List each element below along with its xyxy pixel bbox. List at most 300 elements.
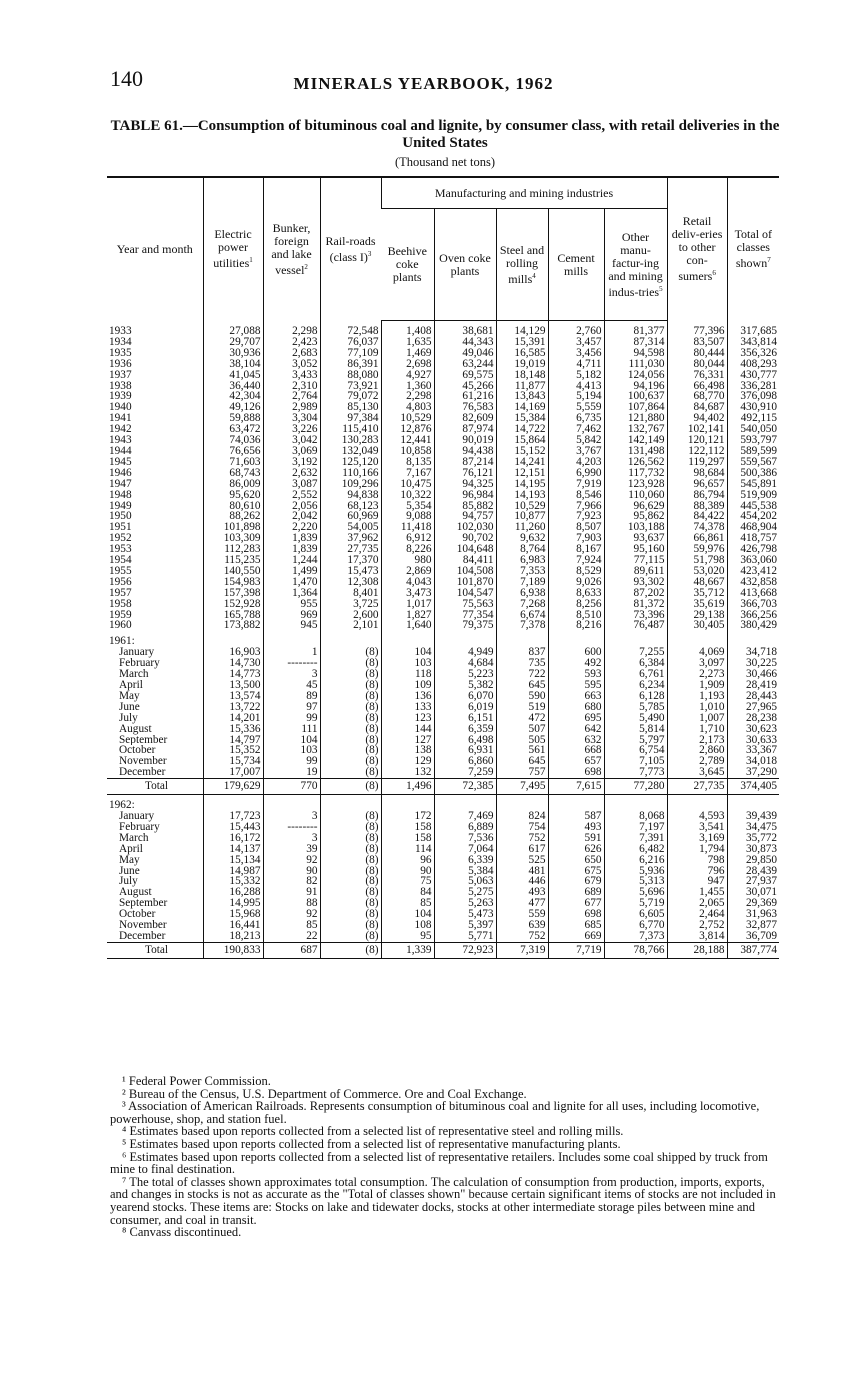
table-cell: 408,293 bbox=[727, 359, 779, 370]
table-cell: 5,397 bbox=[434, 920, 496, 931]
row-label: 1956 bbox=[109, 576, 132, 588]
table-cell: 519 bbox=[496, 702, 548, 713]
table-row bbox=[107, 702, 779, 713]
table-cell: 468,904 bbox=[727, 522, 779, 533]
table-cell bbox=[496, 631, 548, 647]
table-cell: 98,684 bbox=[667, 468, 727, 479]
table-cell: 38,681 bbox=[434, 321, 496, 337]
table-cell: 507 bbox=[496, 724, 548, 735]
table-cell: 7,167 bbox=[381, 468, 434, 479]
table-cell: 19,019 bbox=[496, 359, 548, 370]
table-cell: 39,439 bbox=[727, 811, 779, 822]
table-cell: 1,839 bbox=[263, 533, 320, 544]
table-cell: 45,266 bbox=[434, 381, 496, 392]
table-cell: 669 bbox=[548, 931, 604, 942]
table-cell: 7,719 bbox=[548, 942, 604, 958]
table-cell: 477 bbox=[496, 898, 548, 909]
table-cell: 18,148 bbox=[496, 370, 548, 381]
table-cell: 8,167 bbox=[548, 544, 604, 555]
table-cell: 6,128 bbox=[604, 691, 667, 702]
table-cell: 14,730 bbox=[203, 658, 263, 669]
table-cell: 663 bbox=[548, 691, 604, 702]
table-cell: 9,632 bbox=[496, 533, 548, 544]
table-cell: 30,466 bbox=[727, 669, 779, 680]
row-label: 1939 bbox=[109, 391, 132, 403]
table-cell: 4,949 bbox=[434, 647, 496, 658]
table-cell: 7,268 bbox=[496, 599, 548, 610]
table-cell: 35,619 bbox=[667, 599, 727, 610]
table-cell: 110,060 bbox=[604, 490, 667, 501]
table-cell: 1,640 bbox=[381, 620, 434, 631]
col-header-beehive: Beehive coke plants bbox=[381, 209, 434, 321]
table-cell: 35,772 bbox=[727, 833, 779, 844]
table-cell: 107,864 bbox=[604, 402, 667, 413]
table-cell: 3,725 bbox=[320, 599, 381, 610]
table-cell: 7,255 bbox=[604, 647, 667, 658]
table-cell: 31,963 bbox=[727, 909, 779, 920]
table-cell: 80,610 bbox=[203, 501, 263, 512]
table-cell: 95,862 bbox=[604, 511, 667, 522]
table-row bbox=[107, 713, 779, 724]
table-cell: 3,169 bbox=[667, 833, 727, 844]
table-cell: 102,030 bbox=[434, 522, 496, 533]
table-cell: 100,637 bbox=[604, 391, 667, 402]
table-cell: 317,685 bbox=[727, 321, 779, 337]
table-cell: (8) bbox=[320, 844, 381, 855]
table-cell: 8,401 bbox=[320, 588, 381, 599]
table-cell: 2,683 bbox=[263, 348, 320, 359]
table-row bbox=[107, 620, 779, 631]
row-label: 1958 bbox=[109, 598, 132, 610]
section-label-row bbox=[107, 631, 779, 647]
table-cell: 97 bbox=[263, 702, 320, 713]
table-cell: 93,637 bbox=[604, 533, 667, 544]
table-cell: 99 bbox=[263, 756, 320, 767]
table-cell: 4,711 bbox=[548, 359, 604, 370]
table-cell: 430,910 bbox=[727, 402, 779, 413]
table-cell: 1,017 bbox=[381, 599, 434, 610]
table-cell: 1,193 bbox=[667, 691, 727, 702]
table-row bbox=[107, 909, 779, 920]
table-cell: 685 bbox=[548, 920, 604, 931]
table-cell: 593 bbox=[548, 669, 604, 680]
table-cell: 591 bbox=[548, 833, 604, 844]
table-cell: 15,332 bbox=[203, 876, 263, 887]
table-cell: 111 bbox=[263, 724, 320, 735]
table-cell: 445,538 bbox=[727, 501, 779, 512]
table-cell: 6,359 bbox=[434, 724, 496, 735]
table-cell: 1,839 bbox=[263, 544, 320, 555]
table-cell: 1,244 bbox=[263, 555, 320, 566]
table-cell: 1,496 bbox=[381, 779, 434, 795]
table-cell: 109 bbox=[381, 680, 434, 691]
row-label: September bbox=[119, 734, 168, 746]
table-cell: 126,562 bbox=[604, 457, 667, 468]
table-cell: 42,304 bbox=[203, 391, 263, 402]
table-cell bbox=[604, 631, 667, 647]
table-cell: 545,891 bbox=[727, 479, 779, 490]
table-cell: 18,213 bbox=[203, 931, 263, 942]
table-cell: 75 bbox=[381, 876, 434, 887]
table-cell: 158 bbox=[381, 833, 434, 844]
table-cell: 1,364 bbox=[263, 588, 320, 599]
table-cell: (8) bbox=[320, 767, 381, 778]
table-cell: 17,007 bbox=[203, 767, 263, 778]
table-cell: 1,360 bbox=[381, 381, 434, 392]
table-cell: 68,770 bbox=[667, 391, 727, 402]
table-row bbox=[107, 555, 779, 566]
table-cell: 86,391 bbox=[320, 359, 381, 370]
table-cell: 426,798 bbox=[727, 544, 779, 555]
table-cell: 77,109 bbox=[320, 348, 381, 359]
table-cell: 6,931 bbox=[434, 745, 496, 756]
table-cell: 492 bbox=[548, 658, 604, 669]
table-cell: 5,313 bbox=[604, 876, 667, 887]
row-label: 1950 bbox=[109, 511, 132, 523]
table-cell: 103 bbox=[263, 745, 320, 756]
table-cell: 76,583 bbox=[434, 402, 496, 413]
table-cell: 124,056 bbox=[604, 370, 667, 381]
table-cell: 7,259 bbox=[434, 767, 496, 778]
table-row bbox=[107, 920, 779, 931]
table-cell: 190,833 bbox=[203, 942, 263, 958]
table-cell: 7,966 bbox=[548, 501, 604, 512]
row-label: December bbox=[119, 930, 166, 942]
table-cell: 28,443 bbox=[727, 691, 779, 702]
col-header-oven: Oven coke plants bbox=[434, 209, 496, 321]
table-row bbox=[107, 533, 779, 544]
table-cell: 7,469 bbox=[434, 811, 496, 822]
table-cell: 7,373 bbox=[604, 931, 667, 942]
table-cell: 3,304 bbox=[263, 413, 320, 424]
row-label: June bbox=[119, 701, 140, 713]
table-cell: 30,623 bbox=[727, 724, 779, 735]
table-cell: 15,734 bbox=[203, 756, 263, 767]
table-cell: 77,396 bbox=[667, 321, 727, 337]
table-cell: 13,843 bbox=[496, 391, 548, 402]
table-cell: 94,757 bbox=[434, 511, 496, 522]
table-cell: 7,536 bbox=[434, 833, 496, 844]
table-cell: 30,405 bbox=[667, 620, 727, 631]
row-label: 1933 bbox=[109, 324, 132, 337]
table-cell: 94,598 bbox=[604, 348, 667, 359]
table-cell bbox=[203, 631, 263, 647]
table-cell: 41,045 bbox=[203, 370, 263, 381]
table-cell: (8) bbox=[320, 713, 381, 724]
table-cell: 72,923 bbox=[434, 942, 496, 958]
table-cell: 423,412 bbox=[727, 566, 779, 577]
table-cell: 595 bbox=[548, 680, 604, 691]
table-cell: 13,722 bbox=[203, 702, 263, 713]
table-cell: 97,384 bbox=[320, 413, 381, 424]
table-cell: 5,473 bbox=[434, 909, 496, 920]
table-cell: 2,632 bbox=[263, 468, 320, 479]
row-label: 1946 bbox=[109, 467, 132, 479]
table-cell: 2,042 bbox=[263, 511, 320, 522]
table-cell: 4,069 bbox=[667, 647, 727, 658]
table-cell: 6,990 bbox=[548, 468, 604, 479]
table-cell: 15,864 bbox=[496, 435, 548, 446]
table-cell: 11,418 bbox=[381, 522, 434, 533]
table-cell: 6,889 bbox=[434, 822, 496, 833]
table-cell: 7,189 bbox=[496, 577, 548, 588]
table-cell: 27,735 bbox=[320, 544, 381, 555]
table-cell: 1,710 bbox=[667, 724, 727, 735]
table-cell: 2,552 bbox=[263, 490, 320, 501]
table-cell bbox=[727, 795, 779, 811]
col-header-mfg-group: Manufacturing and mining industries bbox=[381, 177, 667, 209]
row-label: August bbox=[119, 723, 152, 735]
table-cell: 2,298 bbox=[263, 321, 320, 337]
table-cell: 6,234 bbox=[604, 680, 667, 691]
table-cell: 30,071 bbox=[727, 887, 779, 898]
table-cell: 687 bbox=[263, 942, 320, 958]
table-cell: 3,767 bbox=[548, 446, 604, 457]
table-cell: 639 bbox=[496, 920, 548, 931]
table-cell: (8) bbox=[320, 724, 381, 735]
table-cell: 6,605 bbox=[604, 909, 667, 920]
table-cell: 127 bbox=[381, 735, 434, 746]
table-cell: 74,036 bbox=[203, 435, 263, 446]
table-cell: 36,709 bbox=[727, 931, 779, 942]
table-cell: 104 bbox=[381, 647, 434, 658]
table-cell: 7,903 bbox=[548, 533, 604, 544]
footnote: ² Bureau of the Census, U.S. Department of Commerce. Ore and Coal Exchange. bbox=[122, 1086, 527, 1101]
table-cell: 133 bbox=[381, 702, 434, 713]
footnotes bbox=[110, 1075, 780, 1239]
table-cell: -------- bbox=[263, 658, 320, 669]
table-cell: 123 bbox=[381, 713, 434, 724]
table-cell bbox=[381, 795, 434, 811]
table-cell: 5,354 bbox=[381, 501, 434, 512]
table-cell: 138 bbox=[381, 745, 434, 756]
table-cell: 2,764 bbox=[263, 391, 320, 402]
table-cell: 12,876 bbox=[381, 424, 434, 435]
table-cell: 6,983 bbox=[496, 555, 548, 566]
table-cell: 14,195 bbox=[496, 479, 548, 490]
table-cell: 104 bbox=[263, 735, 320, 746]
table-cell: 115,235 bbox=[203, 555, 263, 566]
table-cell: 5,382 bbox=[434, 680, 496, 691]
footnote: ¹ Federal Power Commission. bbox=[122, 1074, 271, 1088]
table-cell: 380,429 bbox=[727, 620, 779, 631]
table-cell: 752 bbox=[496, 931, 548, 942]
table-cell: 645 bbox=[496, 680, 548, 691]
table-cell: 132,767 bbox=[604, 424, 667, 435]
table-cell: 81,372 bbox=[604, 599, 667, 610]
table-cell bbox=[434, 631, 496, 647]
table-cell: 10,877 bbox=[496, 511, 548, 522]
table-cell bbox=[667, 631, 727, 647]
table-cell: 13,500 bbox=[203, 680, 263, 691]
table-cell: 561 bbox=[496, 745, 548, 756]
table-cell: (8) bbox=[320, 822, 381, 833]
table-cell: 650 bbox=[548, 855, 604, 866]
table-cell: 29,138 bbox=[667, 610, 727, 621]
table-cell: 76,037 bbox=[320, 337, 381, 348]
table-row bbox=[107, 424, 779, 435]
table-cell: 88,389 bbox=[667, 501, 727, 512]
table-cell: 3,097 bbox=[667, 658, 727, 669]
row-label: 1938 bbox=[109, 380, 132, 392]
table-cell: 45 bbox=[263, 680, 320, 691]
table-cell: 472 bbox=[496, 713, 548, 724]
table-cell: 14,987 bbox=[203, 866, 263, 877]
table-cell: (8) bbox=[320, 702, 381, 713]
table-cell: 28,439 bbox=[727, 866, 779, 877]
table-cell: 83,507 bbox=[667, 337, 727, 348]
table-cell: 5,696 bbox=[604, 887, 667, 898]
table-cell: 68,743 bbox=[203, 468, 263, 479]
table-cell: (8) bbox=[320, 887, 381, 898]
table-cell: 27,088 bbox=[203, 321, 263, 337]
table-cell: 418,757 bbox=[727, 533, 779, 544]
table-cell: 16,288 bbox=[203, 887, 263, 898]
table-cell: 2,860 bbox=[667, 745, 727, 756]
col-header-retail: Retail deliv-eries to other con-sumers$^6$ bbox=[667, 177, 727, 321]
table-cell: 103,188 bbox=[604, 522, 667, 533]
table-cell: 559 bbox=[496, 909, 548, 920]
table-cell: 6,761 bbox=[604, 669, 667, 680]
table-cell: 69,575 bbox=[434, 370, 496, 381]
table-cell: 525 bbox=[496, 855, 548, 866]
table-cell: 4,043 bbox=[381, 577, 434, 588]
table-cell: 39 bbox=[263, 844, 320, 855]
table-cell: 1 bbox=[263, 647, 320, 658]
table-cell: 6,216 bbox=[604, 855, 667, 866]
table-cell: 366,703 bbox=[727, 599, 779, 610]
table-cell: 698 bbox=[548, 767, 604, 778]
table-cell: 947 bbox=[667, 876, 727, 887]
table-cell: 8,226 bbox=[381, 544, 434, 555]
table-cell: 15,352 bbox=[203, 745, 263, 756]
table-cell: (8) bbox=[320, 669, 381, 680]
table-cell: 12,441 bbox=[381, 435, 434, 446]
table-row bbox=[107, 658, 779, 669]
table-unit: (Thousand net tons) bbox=[395, 155, 495, 169]
row-label: June bbox=[119, 865, 140, 877]
table-cell: 593,797 bbox=[727, 435, 779, 446]
table-cell: 109,296 bbox=[320, 479, 381, 490]
table-cell: 590 bbox=[496, 691, 548, 702]
table-cell: 114 bbox=[381, 844, 434, 855]
table-cell: 14,722 bbox=[496, 424, 548, 435]
table-cell: 837 bbox=[496, 647, 548, 658]
table-row bbox=[107, 566, 779, 577]
table-cell: 63,244 bbox=[434, 359, 496, 370]
table-cell: 49,046 bbox=[434, 348, 496, 359]
table-cell: 3 bbox=[263, 669, 320, 680]
col-header-year-month: Year and month bbox=[107, 177, 203, 321]
row-label: April bbox=[119, 680, 143, 691]
table-cell: 103,309 bbox=[203, 533, 263, 544]
table-cell: 796 bbox=[667, 866, 727, 877]
table-cell: 34,018 bbox=[727, 756, 779, 767]
table-cell: 104,508 bbox=[434, 566, 496, 577]
table-cell bbox=[496, 795, 548, 811]
table-cell: 10,475 bbox=[381, 479, 434, 490]
section-label: 1962: bbox=[109, 799, 135, 811]
row-label: December bbox=[119, 767, 166, 779]
table-cell: 363,060 bbox=[727, 555, 779, 566]
table-row bbox=[107, 577, 779, 588]
table-cell: 88,080 bbox=[320, 370, 381, 381]
row-label: 1955 bbox=[109, 565, 132, 577]
table-cell: 110,166 bbox=[320, 468, 381, 479]
table-cell: 142,149 bbox=[604, 435, 667, 446]
table-cell: 679 bbox=[548, 876, 604, 887]
table-cell: (8) bbox=[320, 756, 381, 767]
table-cell: 454,202 bbox=[727, 511, 779, 522]
table-cell: 87,214 bbox=[434, 457, 496, 468]
table-cell: 6,151 bbox=[434, 713, 496, 724]
table-cell: 95,620 bbox=[203, 490, 263, 501]
table-cell bbox=[263, 631, 320, 647]
table-cell: 1,635 bbox=[381, 337, 434, 348]
row-label: October bbox=[119, 909, 156, 921]
table-cell: 5,559 bbox=[548, 402, 604, 413]
table-cell: 77,280 bbox=[604, 779, 667, 795]
table-cell: 6,339 bbox=[434, 855, 496, 866]
table-cell: 79,375 bbox=[434, 620, 496, 631]
table-cell: 7,495 bbox=[496, 779, 548, 795]
table-cell: 15,384 bbox=[496, 413, 548, 424]
table-cell: 53,020 bbox=[667, 566, 727, 577]
table-row bbox=[107, 599, 779, 610]
table-cell: 89,611 bbox=[604, 566, 667, 577]
table-cell: 587 bbox=[548, 811, 604, 822]
table-cell: 356,326 bbox=[727, 348, 779, 359]
row-label: November bbox=[119, 756, 167, 768]
table-cell: 91 bbox=[263, 887, 320, 898]
table-cell: 15,443 bbox=[203, 822, 263, 833]
table-cell: 8,216 bbox=[548, 620, 604, 631]
row-label: Total bbox=[107, 779, 203, 795]
table-cell: 136 bbox=[381, 691, 434, 702]
table-cell: 73,921 bbox=[320, 381, 381, 392]
table-row bbox=[107, 446, 779, 457]
table-cell bbox=[727, 631, 779, 647]
table-cell: 589,599 bbox=[727, 446, 779, 457]
table-cell: 80,444 bbox=[667, 348, 727, 359]
table-row bbox=[107, 756, 779, 767]
table-cell: 8,546 bbox=[548, 490, 604, 501]
table-row bbox=[107, 522, 779, 533]
row-label: January bbox=[119, 647, 155, 659]
table-cell: 5,814 bbox=[604, 724, 667, 735]
table-cell: 4,413 bbox=[548, 381, 604, 392]
table-cell: 8,068 bbox=[604, 811, 667, 822]
table-row bbox=[107, 811, 779, 822]
table-cell: 8,529 bbox=[548, 566, 604, 577]
table-cell: 1,827 bbox=[381, 610, 434, 621]
table-row bbox=[107, 501, 779, 512]
table-cell: 4,803 bbox=[381, 402, 434, 413]
row-label: April bbox=[119, 843, 143, 855]
table-cell: 8,507 bbox=[548, 522, 604, 533]
table-cell: 27,937 bbox=[727, 876, 779, 887]
table-row bbox=[107, 691, 779, 702]
table-cell: 519,909 bbox=[727, 490, 779, 501]
table-cell: 2,869 bbox=[381, 566, 434, 577]
table-cell: 84,411 bbox=[434, 555, 496, 566]
table-cell: 7,923 bbox=[548, 511, 604, 522]
table-cell: 95,160 bbox=[604, 544, 667, 555]
table-cell: 94,838 bbox=[320, 490, 381, 501]
table-cell: 1,455 bbox=[667, 887, 727, 898]
table-cell: 413,668 bbox=[727, 588, 779, 599]
table-cell: 4,927 bbox=[381, 370, 434, 381]
